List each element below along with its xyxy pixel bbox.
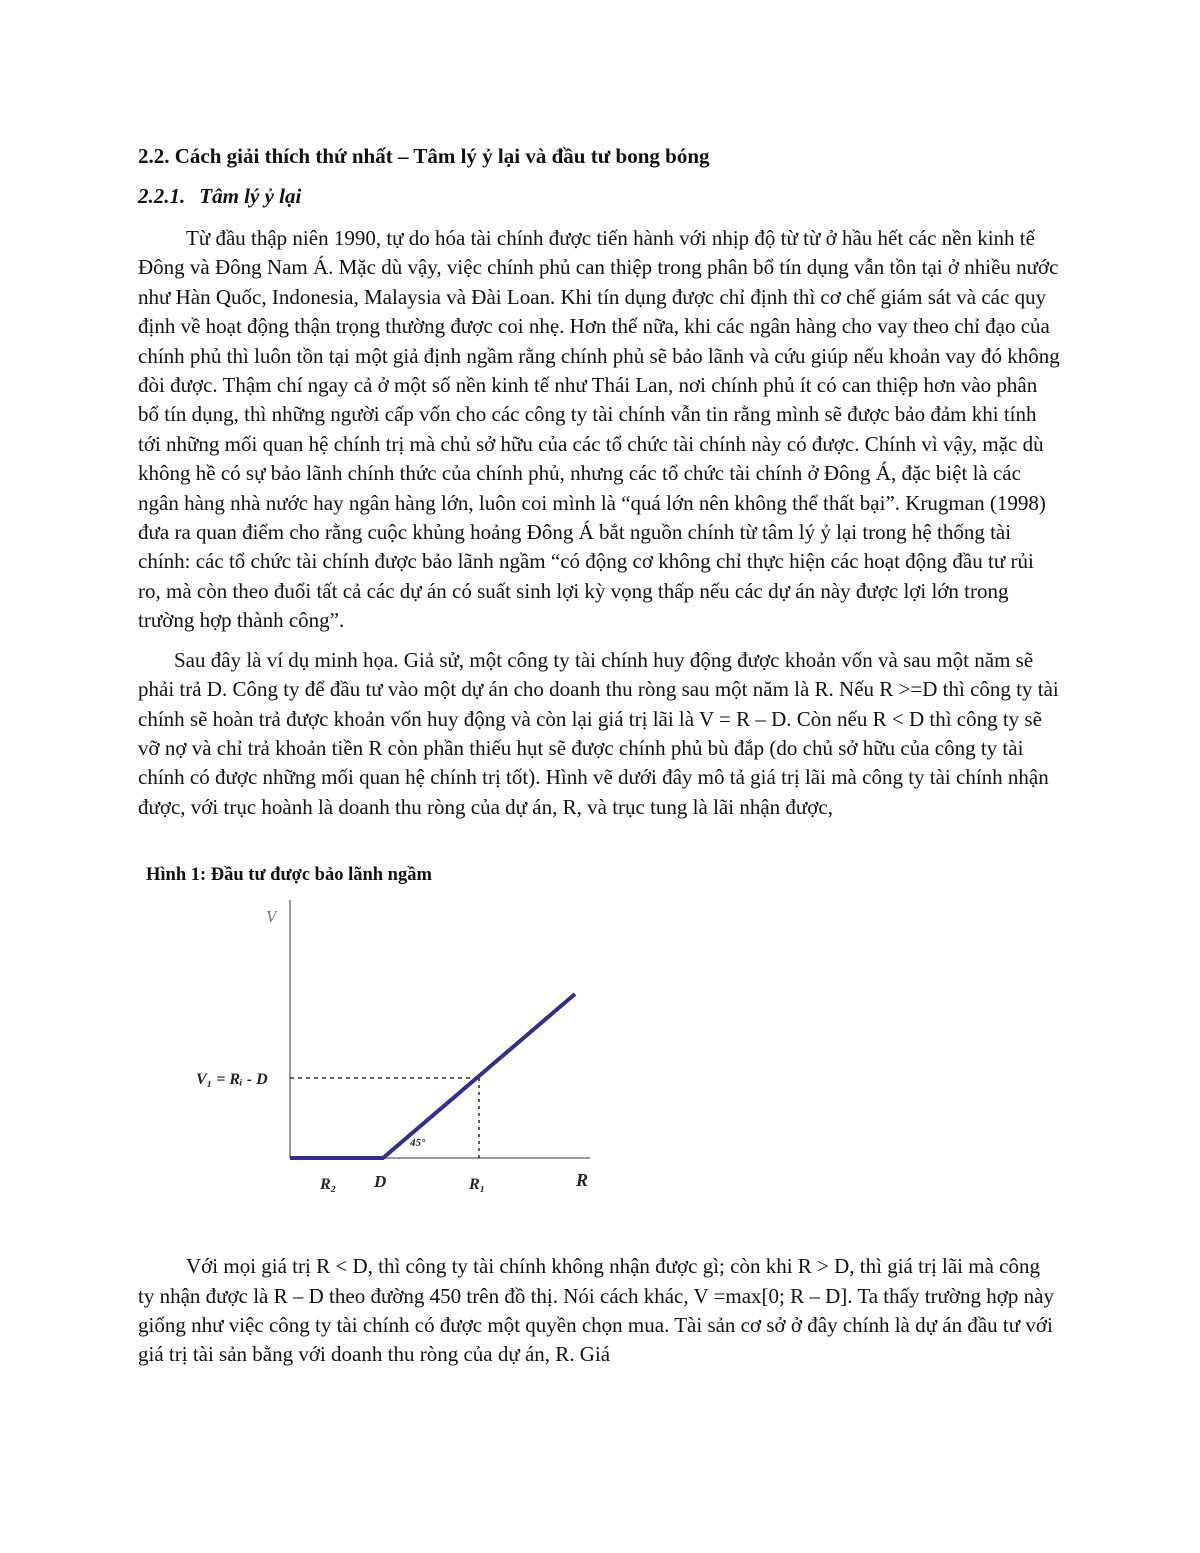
subsection-number: 2.2.1.	[138, 184, 186, 208]
y-marker-label: V₁ = Rᵢ - D	[196, 1071, 268, 1089]
payoff-diagram-svg	[138, 894, 618, 1224]
paragraph-example: Sau đây là ví dụ minh họa. Giả sử, một công ty tài chính huy động được khoản vốn và sau một năm sẽ phải trả D. Công ty để đầu tư vào một dự án cho doanh thu ròng sau một năm là R. Nếu R >=D thì công ty tài chính sẽ hoàn trả được khoản vốn huy động và còn lại giá trị lãi là V = R – D. Còn nếu R < D thì công ty sẽ vỡ nợ và chỉ trả khoản tiền R còn phần thiếu hụt sẽ được chính phủ bù đắp (do chủ sở hữu của công ty tài chính có được những mối quan hệ chính trị tốt). Hình vẽ dưới đây mô tả giá trị lãi mà công ty tài chính nhận được, với trục hoành là doanh thu ròng của dự án, R, và trục tung là lãi nhận được,	[138, 647, 1059, 819]
x-tick-r1: R₁	[469, 1176, 486, 1194]
x-tick-d: D	[374, 1172, 387, 1192]
payoff-diagram	[138, 894, 1060, 1224]
subsection-title: Tâm lý ỷ lại	[199, 184, 302, 208]
y-axis-label: V	[266, 907, 277, 927]
x-axis-label: R	[576, 1170, 589, 1191]
section-heading: 2.2. Cách giải thích thứ nhất – Tâm lý ỷ lại và đầu tư bong bóng	[138, 144, 710, 168]
figure-title: Hình 1: Đầu tư được bảo lãnh ngầm	[146, 865, 432, 886]
paragraph-moral-hazard: Từ đầu thập niên 1990, tự do hóa tài chính được tiến hành với nhịp độ từ từ ở hầu hết các nền kinh tế Đông và Đông Nam Á. Mặc dù vậy, việc chính phủ can thiệp trong phân bổ tín dụng vẫn tồn tại ở nhiều nước như Hàn Quốc, Indonesia, Malaysia và Đài Loan. Khi tín dụng được chỉ định thì cơ chế giám sát và các quy định về hoạt động thận trọng thường được coi nhẹ. Hơn thế nữa, khi các ngân hàng cho vay theo chỉ đạo của chính phủ thì luôn tồn tại một giả định ngầm rằng chính phủ sẽ bảo lãnh và cứu giúp nếu khoản vay đó không đòi được. Thậm chí ngay cả ở một số nền kinh tế như Thái Lan, nơi chính phủ ít có can thiệp hơn vào phân bổ tín dụng, thì những người cấp vốn cho các công ty tài chính vẫn tin rằng mình sẽ được bảo đảm khi tính tới những mối quan hệ chính trị mà chủ sở hữu của các tổ chức tài chính này có được. Chính vì vậy, mặc dù không hề có sự bảo lãnh chính thức của chính phủ, nhưng các tổ chức tài chính ở Đông Á, đặc biệt là các ngân hàng nhà nước hay ngân hàng lớn, luôn coi mình là “quá lớn nên không thể thất bại”. Krugman (1998) đưa ra quan điểm cho rằng cuộc khủng hoảng Đông Á bắt nguồn chính từ tâm lý ỷ lại trong hệ thống tài chính: các tổ chức tài chính được bảo lãnh ngầm “có động cơ không chỉ thực hiện các hoạt động đầu tư rủi ro, mà còn theo đuổi tất cả các dự án có suất sinh lợi kỳ vọng thấp nếu các dự án này được lợi lớn trong trường hợp thành công”.	[138, 226, 1060, 633]
page-content	[138, 138, 1060, 1380]
payoff-line	[290, 994, 575, 1158]
paragraph-call-option: Với mọi giá trị R < D, thì công ty tài chính không nhận được gì; còn khi R > D, thì giá trị lãi mà công ty nhận được là R – D theo đường 450 trên đồ thị. Nói cách khác, V =max[0; R – D]. Ta thấy trường hợp này giống như việc công ty tài chính có được một quyền chọn mua. Tài sản cơ sở ở đây chính là dự án đầu tư với giá trị tài sản bằng với doanh thu ròng của dự án, R. Giá	[138, 1254, 1054, 1367]
subsection-heading	[138, 174, 1060, 218]
angle-label: 45°	[410, 1137, 426, 1150]
x-tick-r2: R₂	[320, 1176, 337, 1194]
